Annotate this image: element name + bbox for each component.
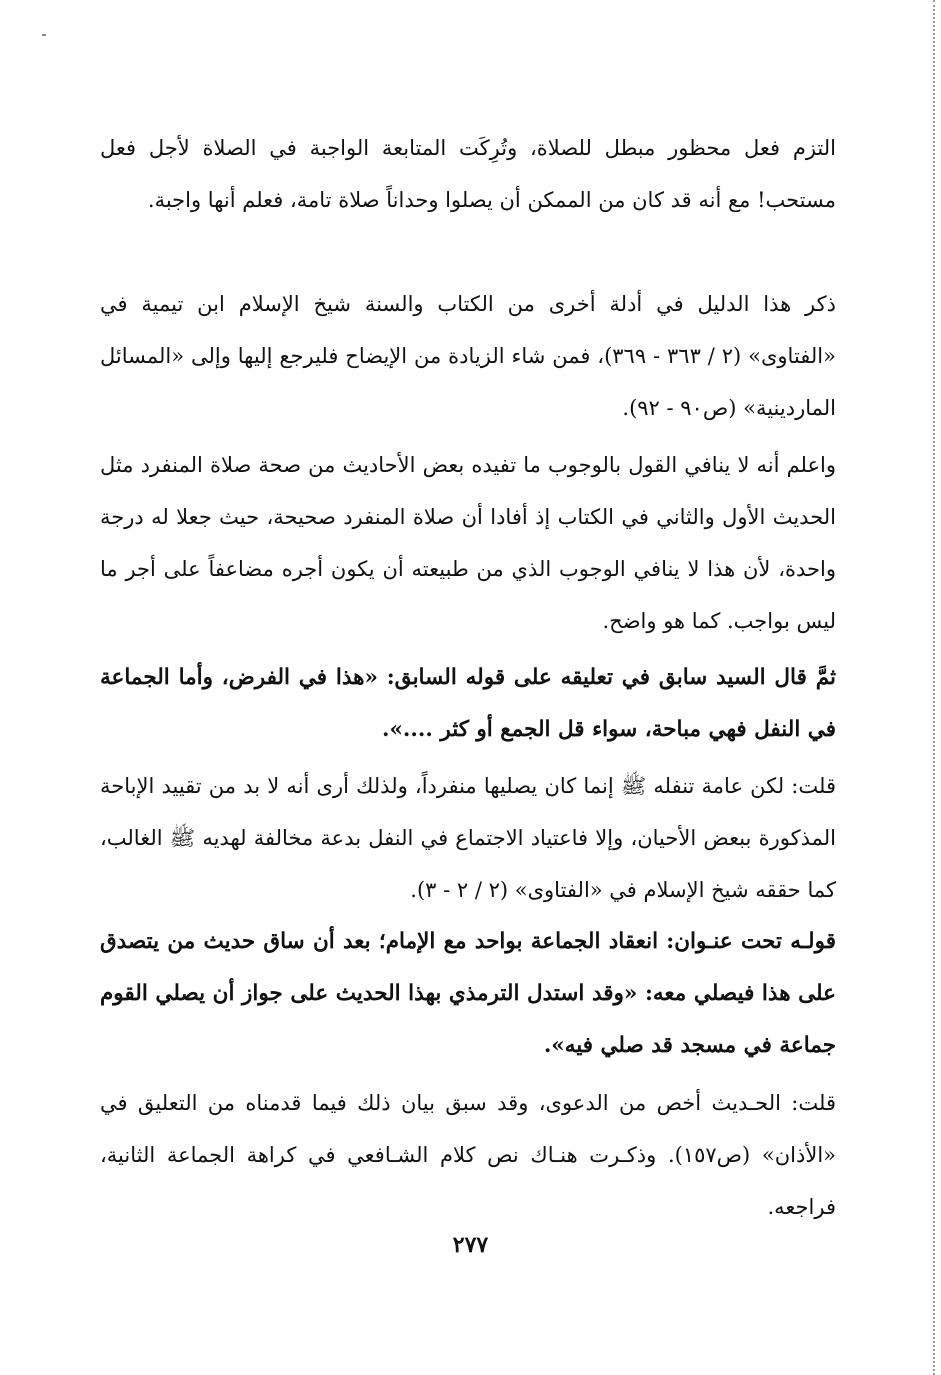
- page-edge-dotted-line: [933, 0, 935, 1375]
- paragraph-obligation-conclusion: التزم فعل محظور مبطل للصلاة، وتُرِكَت المتابعة الواجبة في الصلاة لأجل فعل مستحب! مع أنه قد كان من الممكن أن يصلوا وحداناً صلاة تامة، فعلم أنها واجبة.: [100, 136, 836, 212]
- paragraph-quoted-congregation-heading: قولـه تحت عنـوان: انعقاد الجماعة بواحد مع الإمام؛ بعد أن ساق حديث من يتصدق على هذا فيصلي معه: «وقد استدل الترمذي بهذا الحديث على جواز أن يصلي القوم جماعة في مسجد قد صلي فيه».: [100, 929, 836, 1058]
- paragraph-response-hadith: قلت: الحـديث أخص من الدعوى، وقد سبق بيان ذلك فيما قدمناه من التعليق في «الأذان» (ص١٥٧). وذكـرت هنـاك نص كلام الشـافعي في كراهة الجماعة الثانية، فراجعه.: [100, 1091, 836, 1219]
- page-number: ٢٧٧: [452, 1232, 489, 1258]
- paragraph-response-nafl: قلت: لكن عامة تنفله ﷺ إنما كان يصليها منفرداً، ولذلك أرى أنه لا بد من تقييد الإباحة المذكورة ببعض الأحيان، وإلا فاعتياد الاجتماع في النفل بدعة مخالفة لهديه ﷺ الغالب، كما حققه شيخ الإسلام في «الفتاوى» (٢ / ٢ - ٣).: [100, 774, 836, 902]
- scan-speck: [42, 34, 46, 36]
- paragraph-quoted-sayyid-sabiq: ثمَّ قال السيد سابق في تعليقه على قوله السابق: «هذا في الفرض، وأما الجماعة في النفل فهي مباحة، سواء قل الجمع أو كثر ....».: [100, 665, 836, 742]
- paragraph-evidence-reference: ذكر هذا الدليل في أدلة أخرى من الكتاب والسنة شيخ الإسلام ابن تيمية في «الفتاوى» (٢ / ٣٦٣ - ٣٦٩)، فمن شاء الزيادة من الإيضاح فليرجع إليها وإلى «المسائل الماردينية» (ص٩٠ - ٩٢).: [100, 292, 836, 420]
- paragraph-individual-prayer: واعلم أنه لا ينافي القول بالوجوب ما تفيده بعض الأحاديث من صحة صلاة المنفرد مثل الحديث الأول والثاني في الكتاب إذ أفادا أن صلاة المنفرد صحيحة، حيث جعلا له درجة واحدة، لأن هذا لا ينافي الوجوب الذي من طبيعته أن يكون أجره مضاعفاً على أجر ما ليس بواجب. كما هو واضح.: [100, 453, 836, 633]
